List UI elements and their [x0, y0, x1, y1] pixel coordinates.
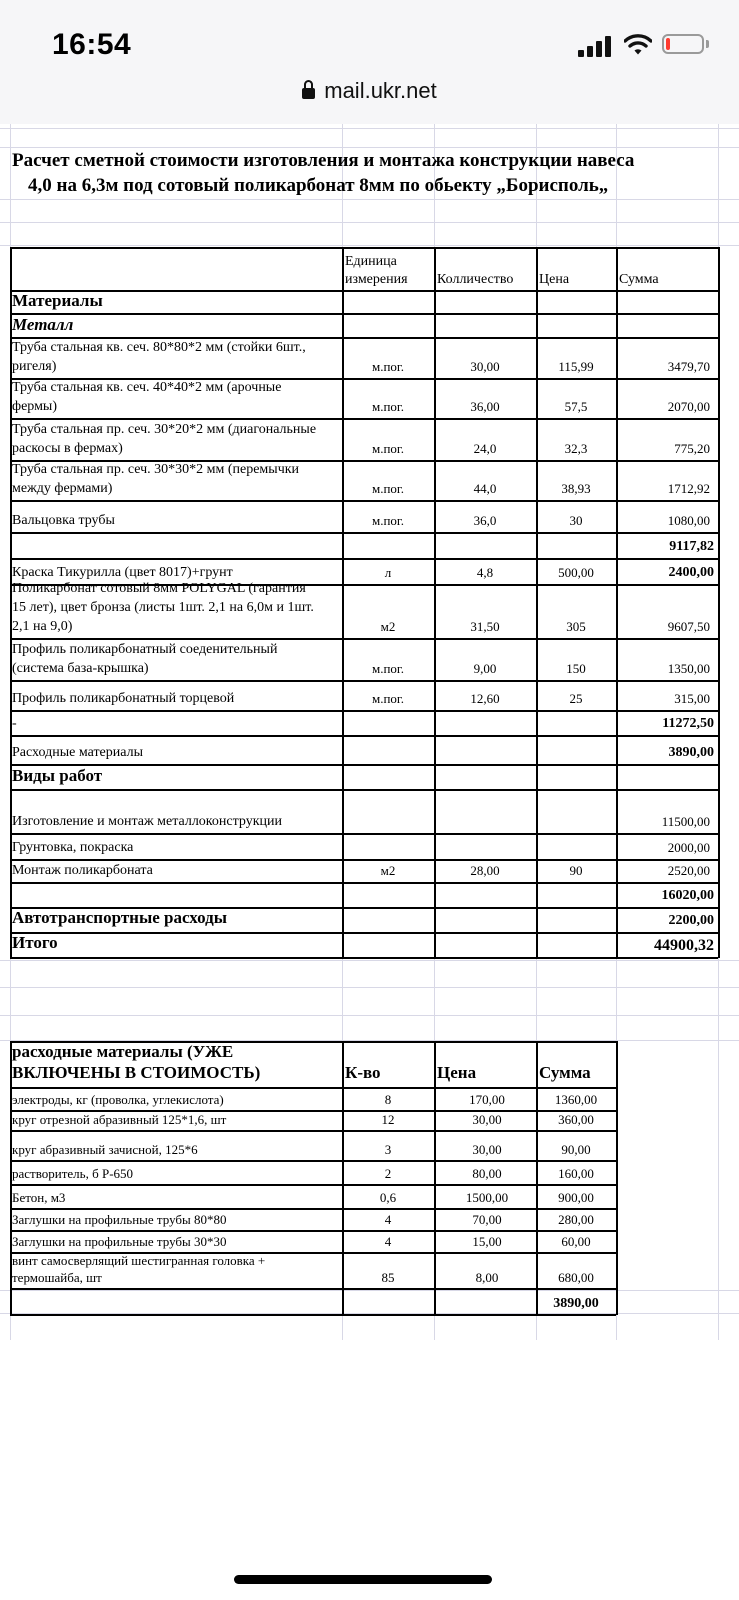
qty-cell: 2 — [384, 1166, 392, 1181]
cell-text: Единица — [345, 254, 397, 269]
row-label: Грунтовка, покраска — [12, 840, 134, 855]
sum-cell: 1712,92 — [667, 481, 710, 496]
sum-cell: 16020,00 — [661, 888, 714, 903]
sum-cell: 3479,70 — [667, 359, 710, 374]
row-label: - — [12, 716, 17, 731]
unit-cell: м2 — [380, 863, 396, 878]
table-border — [10, 882, 718, 884]
grid-line — [0, 1290, 739, 1291]
table-border — [434, 1041, 436, 1315]
row-label: Вальцовка трубы — [12, 513, 115, 528]
row-label: Бетон, м3 — [12, 1190, 66, 1205]
unit-cell: л — [384, 565, 392, 580]
row-label: Заглушки на профильные трубы 80*80 — [12, 1212, 227, 1227]
sum-cell: 9117,82 — [669, 539, 714, 554]
qty-cell: 36,0 — [473, 513, 497, 528]
table-border — [536, 247, 538, 958]
sum-cell: 160,00 — [558, 1166, 594, 1181]
table-border — [10, 500, 718, 502]
qty-cell: 12,60 — [470, 691, 500, 706]
spreadsheet — [0, 124, 739, 1344]
sum-cell: 2400,00 — [668, 565, 714, 580]
qty-cell: 28,00 — [470, 863, 500, 878]
section-heading: ВКЛЮЧЕНЫ В СТОИМОСТЬ) — [12, 1063, 261, 1082]
sum-cell: 280,00 — [558, 1212, 594, 1227]
unit-cell: м.пог. — [371, 481, 405, 496]
price-cell: 500,00 — [558, 565, 594, 580]
sheet-title: Расчет сметной стоимости изготовления и монтажа конструкции навеса — [12, 150, 635, 171]
price-cell: 90 — [569, 863, 583, 878]
row-label: Итого — [12, 933, 58, 952]
price-cell: 305 — [566, 619, 586, 634]
url-text: mail.ukr.net — [324, 78, 437, 103]
sum-cell: 315,00 — [674, 691, 710, 706]
row-label: фермы) — [12, 399, 58, 414]
table-border — [10, 638, 718, 640]
section-heading: Металл — [12, 315, 74, 334]
sum-cell: 11272,50 — [662, 716, 714, 731]
row-label: Автотранспортные расходы — [12, 908, 228, 927]
row-label: винт самосверлящий шестигранная головка + — [12, 1253, 266, 1268]
cell-text: К-во — [345, 1063, 381, 1082]
price-cell: 80,00 — [472, 1166, 502, 1181]
qty-cell: 3 — [384, 1142, 392, 1157]
qty-cell: 30,00 — [470, 359, 500, 374]
sum-cell: 2200,00 — [668, 913, 714, 928]
table-border — [10, 1230, 616, 1232]
row-label: между фермами) — [12, 481, 113, 496]
unit-cell: м2 — [380, 619, 396, 634]
sum-cell: 2070,00 — [667, 399, 710, 414]
address-bar[interactable] — [0, 78, 739, 104]
price-cell: 25 — [569, 691, 583, 706]
row-label: Труба стальная кв. сеч. 40*40*2 мм (арочные — [12, 380, 282, 395]
unit-cell: м.пог. — [371, 441, 405, 456]
row-label: Заглушки на профильные трубы 30*30 — [12, 1234, 227, 1249]
table-border — [10, 558, 718, 560]
price-cell: 30 — [569, 513, 583, 528]
table-border — [718, 247, 720, 958]
row-label: ригеля) — [12, 359, 57, 374]
table-border — [10, 957, 718, 959]
qty-cell: 12 — [381, 1112, 395, 1127]
price-cell: 32,3 — [564, 441, 588, 456]
table-border — [10, 680, 718, 682]
row-label: (система база-крышка) — [12, 661, 149, 676]
sum-cell: 2520,00 — [667, 863, 710, 878]
price-cell: 8,00 — [475, 1270, 499, 1285]
sum-cell: 900,00 — [558, 1190, 594, 1205]
grid-line — [0, 987, 739, 988]
table-border — [342, 247, 344, 958]
sum-cell: 1360,00 — [554, 1092, 598, 1107]
sum-cell: 3890,00 — [668, 745, 714, 760]
sum-cell: 3890,00 — [553, 1296, 599, 1311]
cell-text: Сумма — [539, 1063, 591, 1082]
row-label: Поликарбонат сотовый 8мм POLYGAL (гарантия — [12, 581, 306, 596]
section-heading: Материалы — [12, 291, 103, 310]
table-border — [434, 247, 436, 958]
unit-cell: м.пог. — [371, 513, 405, 528]
grid-line — [0, 960, 739, 961]
price-cell: 57,5 — [564, 399, 588, 414]
price-cell: 15,00 — [472, 1234, 502, 1249]
table-border — [10, 735, 718, 737]
qty-cell: 24,0 — [473, 441, 497, 456]
unit-cell: м.пог. — [371, 691, 405, 706]
table-border — [616, 1041, 618, 1315]
cell-text: Цена — [539, 272, 570, 287]
qty-cell: 9,00 — [473, 661, 497, 676]
unit-cell: м.пог. — [371, 661, 405, 676]
price-cell: 1500,00 — [465, 1190, 509, 1205]
table-border — [10, 764, 718, 766]
home-indicator[interactable] — [234, 1575, 492, 1584]
table-border — [10, 1208, 616, 1210]
unit-cell: м.пог. — [371, 399, 405, 414]
section-heading: Виды работ — [12, 766, 103, 785]
qty-cell: 4,8 — [476, 565, 494, 580]
sum-cell: 2000,00 — [667, 840, 710, 855]
cell-text: Сумма — [619, 272, 659, 287]
sum-cell: 60,00 — [561, 1234, 591, 1249]
grid-line — [0, 245, 739, 246]
row-label: Краска Тикурилла (цвет 8017)+грунт — [12, 565, 233, 580]
table-border — [10, 789, 718, 791]
sum-cell: 11500,00 — [661, 814, 710, 829]
table-border — [10, 710, 718, 712]
row-label: Труба стальная кв. сеч. 80*80*2 мм (стойки 6шт., — [12, 340, 306, 355]
price-cell: 115,99 — [558, 359, 594, 374]
price-cell: 70,00 — [472, 1212, 502, 1227]
battery-cap — [706, 40, 709, 48]
cell-text: измерения — [345, 272, 408, 287]
browser-status-bar — [0, 0, 739, 124]
status-time: 16:54 — [52, 28, 132, 61]
row-label: 15 лет), цвет бронза (листы 1шт. 2,1 на 6,0м и 1шт. — [12, 600, 314, 615]
row-label: растворитель, б Р-650 — [12, 1166, 134, 1181]
table-border — [10, 1160, 616, 1162]
table-border — [10, 1184, 616, 1186]
row-label: круг отрезной абразивный 125*1,6, шт — [12, 1112, 227, 1127]
grid-line — [0, 199, 739, 200]
qty-cell: 31,50 — [470, 619, 500, 634]
battery-icon — [662, 34, 704, 54]
sum-cell: 9607,50 — [667, 619, 710, 634]
sum-cell: 775,20 — [674, 441, 710, 456]
qty-cell: 0,6 — [379, 1190, 397, 1205]
table-border — [10, 1130, 616, 1132]
unit-cell: м.пог. — [371, 359, 405, 374]
grid-line — [0, 1015, 739, 1016]
row-label: Профиль поликарбонатный торцевой — [12, 691, 235, 706]
qty-cell: 85 — [381, 1270, 395, 1285]
section-heading: расходные материалы (УЖЕ — [12, 1042, 234, 1061]
price-cell: 150 — [566, 661, 586, 676]
row-label: термошайба, шт — [12, 1270, 102, 1285]
row-label: Профиль поликарбонатный соеденительный — [12, 642, 278, 657]
row-label: Монтаж поликарбоната — [12, 863, 153, 878]
qty-cell: 8 — [384, 1092, 392, 1107]
qty-cell: 4 — [384, 1212, 392, 1227]
price-cell: 170,00 — [469, 1092, 505, 1107]
table-border — [10, 532, 718, 534]
table-border — [10, 313, 718, 315]
table-border — [10, 1288, 616, 1290]
sum-cell: 1080,00 — [667, 513, 710, 528]
grid-line — [0, 128, 739, 129]
table-border — [10, 1314, 616, 1316]
qty-cell: 4 — [384, 1234, 392, 1249]
table-border — [10, 418, 718, 420]
sum-cell: 1350,00 — [667, 661, 710, 676]
row-label: раскосы в фермах) — [12, 441, 123, 456]
row-label: электроды, кг (проволка, углекислота) — [12, 1092, 224, 1107]
cell-text: Колличество — [437, 272, 514, 287]
sheet-title: 4,0 на 6,3м под сотовый поликарбонат 8мм по обьекту „Борисполь„ — [28, 175, 609, 196]
wifi-icon — [624, 33, 652, 55]
grid-line — [0, 222, 739, 223]
price-cell: 30,00 — [472, 1112, 502, 1127]
row-label: Труба стальная пр. сеч. 30*20*2 мм (диагональные — [12, 422, 317, 437]
price-cell: 38,93 — [561, 481, 591, 496]
sum-cell: 680,00 — [558, 1270, 594, 1285]
sum-cell: 44900,32 — [654, 937, 714, 954]
qty-cell: 36,00 — [470, 399, 500, 414]
row-label: Расходные материалы — [12, 745, 143, 760]
table-border — [10, 247, 718, 249]
row-label: Изготовление и монтаж металлоконструкции — [12, 814, 282, 829]
price-cell: 30,00 — [472, 1142, 502, 1157]
row-label: круг абразивный зачисной, 125*6 — [12, 1142, 198, 1157]
cell-text: Цена — [437, 1063, 477, 1082]
table-border — [10, 859, 718, 861]
sum-cell: 360,00 — [558, 1112, 594, 1127]
cellular-signal-icon — [578, 35, 614, 57]
table-border — [10, 1087, 616, 1089]
qty-cell: 44,0 — [473, 481, 497, 496]
row-label: 2,1 на 9,0) — [12, 619, 73, 634]
sum-cell: 90,00 — [561, 1142, 591, 1157]
row-label: Труба стальная пр. сеч. 30*30*2 мм (перемычки — [12, 462, 300, 477]
lock-icon — [302, 88, 315, 99]
table-border — [10, 833, 718, 835]
